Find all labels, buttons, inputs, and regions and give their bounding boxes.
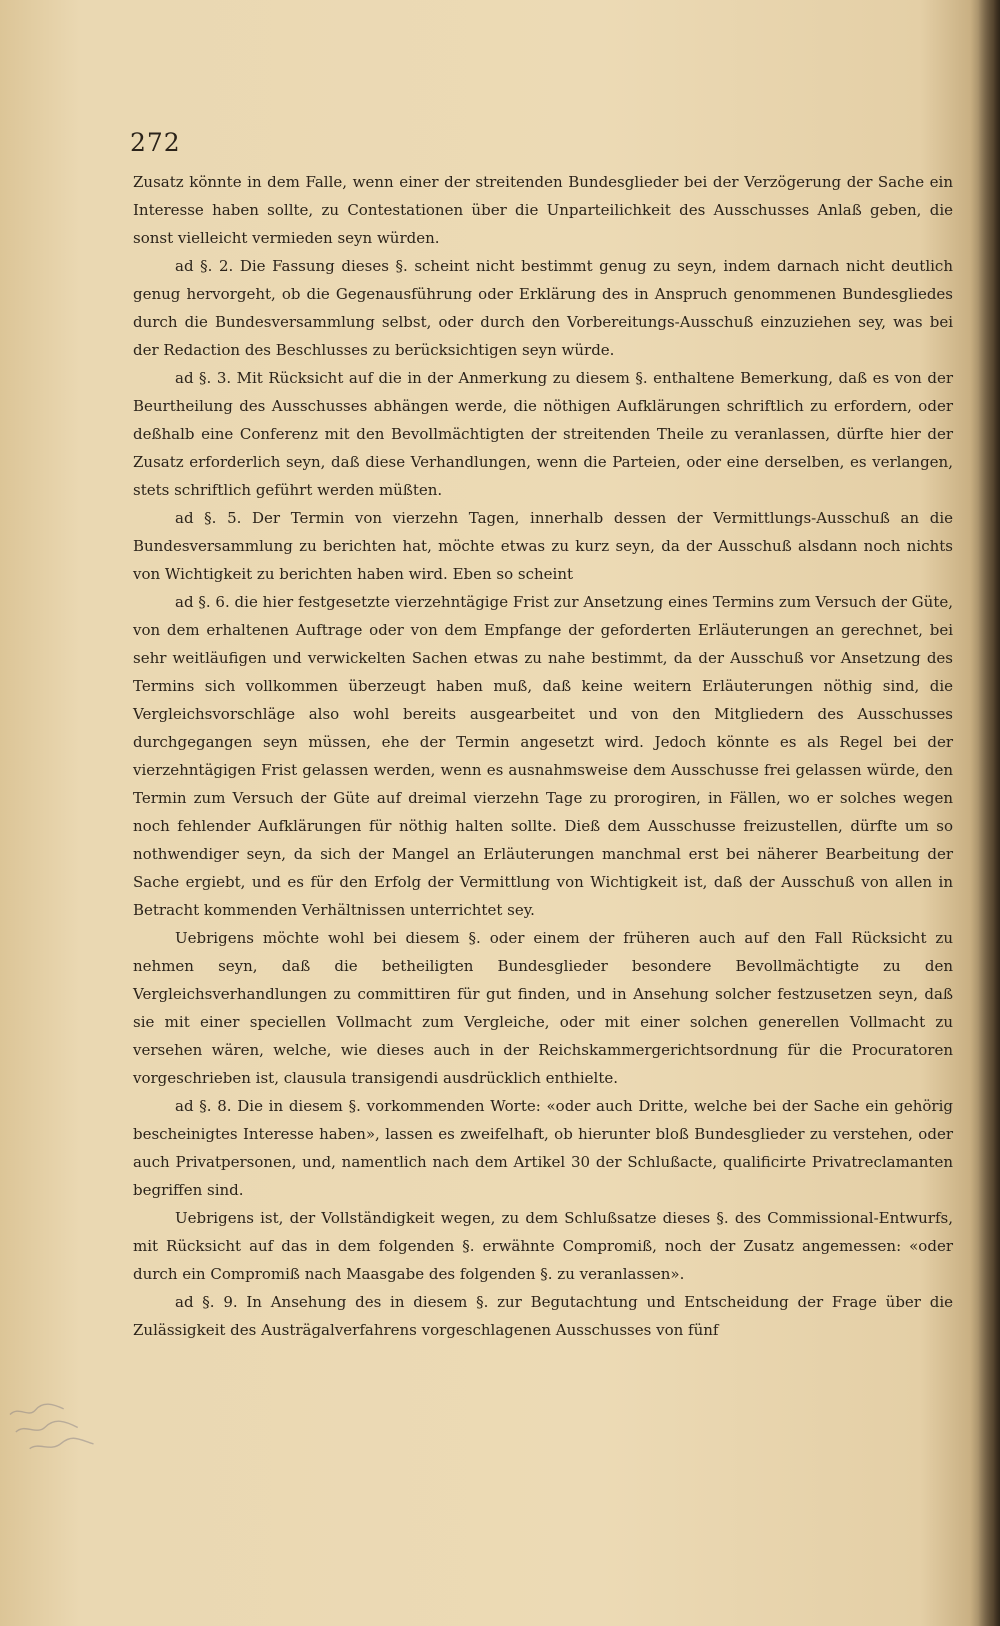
paragraph-ad-2: ad §. 2. Die Fassung dieses §. scheint nicht bestimmt genug zu seyn, indem darnach nicht deutlich genug hervorgeht, ob die Gegenausführung oder Erklärung des in Anspruch genommenen Bundesgliedes durch die Bundesversammlung selbst, oder durch den Vorbereitungs-Ausschuß einzuziehen sey, was bei der Redaction des Beschlusses zu berücksichtigen seyn würde. xyxy=(133,257,953,359)
paragraph-uebrigens-2: Uebrigens ist, der Vollständigkeit wegen, zu dem Schlußsatze dieses §. des Commissional-Entwurfs, mit Rücksicht auf das in dem folgenden §. erwähnte Compromiß, noch der Zusatz angemessen: «oder durch ein Compromiß nach Maasgabe des folgenden §. zu veranlassen». xyxy=(133,1209,953,1283)
paragraph-ad-8: ad §. 8. Die in diesem §. vorkommenden Worte: «oder auch Dritte, welche bei der Sache ein gehörig bescheinigtes Interesse haben», lassen es zweifelhaft, ob hierunter bloß Bundesglieder zu verstehen, oder auch Privatpersonen, und, namentlich nach dem Artikel 30 der Schlußacte, qualificirte Privatreclamanten begriffen sind. xyxy=(133,1097,953,1199)
page-gutter-shadow xyxy=(978,0,1000,1626)
paragraph-ad-9: ad §. 9. In Ansehung des in diesem §. zur Begutachtung und Entscheidung der Frage über die Zulässigkeit des Austrägalverfahrens vorgeschlagenen Ausschusses von fünf xyxy=(133,1293,953,1339)
handwritten-margin-note xyxy=(5,1393,103,1469)
paragraph-ad-6: ad §. 6. die hier festgesetzte vierzehntägige Frist zur Ansetzung eines Termins zum Versuch der Güte, von dem erhaltenen Auftrage oder von dem Empfange der geforderten Erläuterungen an gerechnet, bei sehr weitläufigen und verwickelten Sachen etwas zu nahe bestimmt, da der Ausschuß vor Ansetzung des Termins sich vollkommen überzeugt haben muß, daß keine weitern Erläuterungen nöthig sind, die Vergleichsvorschläge also wohl bereits ausgearbeitet und von den Mitgliedern des Ausschusses durchgegangen seyn müssen, ehe der Termin angesetzt wird. Jedoch könnte es als Regel bei der vierzehntägigen Frist gelassen werden, wenn es ausnahmsweise dem Ausschusse frei gelassen würde, den Termin zum Versuch der Güte auf dreimal vierzehn Tage zu prorogiren, in Fällen, wo er solches wegen noch fehlender Aufklärungen für nöthig halten sollte. Dieß dem Ausschusse freizustellen, dürfte um so nothwendiger seyn, da sich der Mangel an Erläuterungen manchmal erst bei näherer Bearbeitung der Sache ergiebt, und es für den Erfolg der Vermittlung von Wichtigkeit ist, daß der Ausschuß von allen in Betracht kommenden Verhältnissen unterrichtet sey. xyxy=(133,593,953,919)
page-number: 272 xyxy=(130,128,181,157)
body-text xyxy=(133,168,953,1344)
paragraph-uebrigens-1: Uebrigens möchte wohl bei diesem §. oder einem der früheren auch auf den Fall Rücksicht zu nehmen seyn, daß die betheiligten Bundesglieder besondere Bevollmächtigte zu den Vergleichsverhandlungen zu committiren für gut finden, und in Ansehung solcher festzusetzen seyn, daß sie mit einer speciellen Vollmacht zum Vergleiche, oder mit einer solchen generellen Vollmacht zu versehen wären, welche, wie dieses auch in der Reichskammergerichtsordnung für die Procuratoren vorgeschrieben ist, clausula transigendi ausdrücklich enthielte. xyxy=(133,929,953,1087)
handwriting-scribble-icon xyxy=(5,1394,101,1463)
paragraph-ad-3: ad §. 3. Mit Rücksicht auf die in der Anmerkung zu diesem §. enthaltene Bemerkung, daß es von der Beurtheilung des Ausschusses abhängen werde, die nöthigen Aufklärungen schriftlich zu erfordern, oder deßhalb eine Conferenz mit den Bevollmächtigten der streitenden Theile zu veranlassen, dürfte hier der Zusatz erforderlich seyn, daß diese Verhandlungen, wenn die Parteien, oder eine derselben, es verlangen, stets schriftlich geführt werden müßten. xyxy=(133,369,953,499)
paragraph-ad-5: ad §. 5. Der Termin von vierzehn Tagen, innerhalb dessen der Vermittlungs-Ausschuß an die Bundesversammlung zu berichten hat, möchte etwas zu kurz seyn, da der Ausschuß alsdann noch nichts von Wichtigkeit zu berichten haben wird. Eben so scheint xyxy=(133,509,953,583)
paragraph: Zusatz könnte in dem Falle, wenn einer der streitenden Bundesglieder bei der Verzögerung der Sache ein Interesse haben sollte, zu Contestationen über die Unparteilichkeit des Ausschusses Anlaß geben, die sonst vielleicht vermieden seyn würden. xyxy=(133,173,953,247)
